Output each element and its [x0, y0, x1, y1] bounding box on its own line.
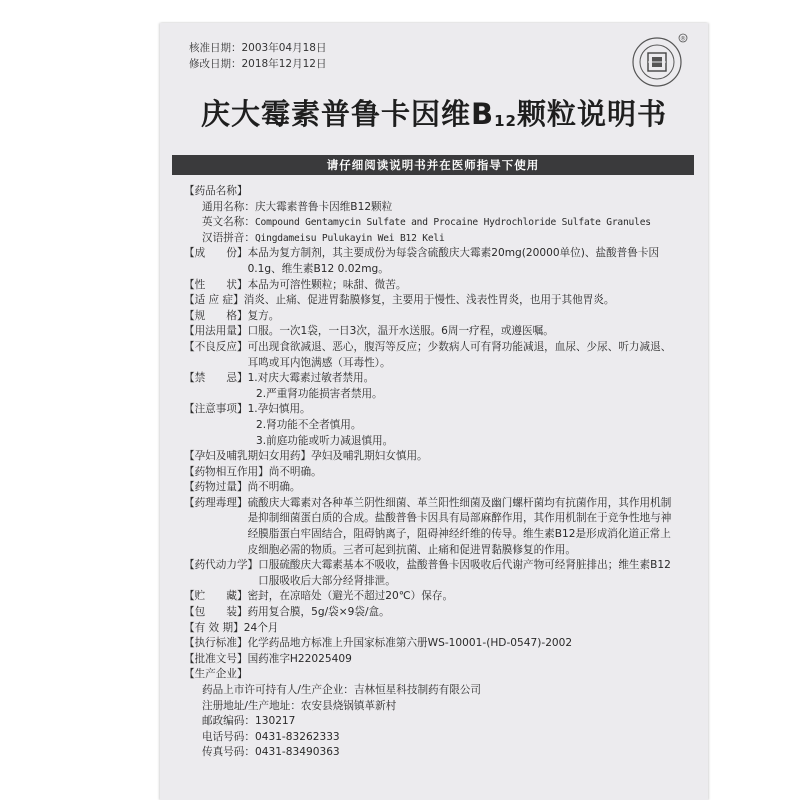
pharmacology-label: 【药理毒理】: [184, 496, 248, 509]
package-label: 【包 装】: [184, 606, 248, 619]
adverse-row: [184, 340, 680, 371]
properties-label: 【性 状】: [184, 278, 248, 291]
approval-date: 核准日期：2003年04月18日: [189, 42, 327, 54]
approval-number-label: 【批准文号】: [184, 652, 248, 665]
package-value: 药用复合膜，5g/袋×9袋/盒。: [247, 606, 390, 619]
fax-value: 0431-83490363: [254, 746, 340, 759]
contraindication-2: 2.严重肾功能损害者禁用。: [256, 387, 383, 400]
pregnancy-value: 孕妇及哺乳期妇女慎用。: [311, 450, 428, 463]
address-label: 注册地址/生产地址：: [202, 699, 301, 712]
phone-row: [184, 730, 680, 746]
pregnancy-label: 【孕妇及哺乳期妇女用药】: [184, 450, 312, 463]
usage-warning-banner: 请仔细阅读说明书并在医师指导下使用: [172, 155, 694, 175]
indications-row: [184, 293, 680, 309]
pharmacokinetics-value: 口服硫酸庆大霉素基本不吸收，盐酸普鲁卡因吸收后代谢产物可经肾脏排出；维生素B12口服吸收后大部分经肾排泄。: [258, 559, 671, 587]
adverse-value: 可出现食欲减退、恶心，腹泻等反应；少数病人可有肾功能减退，血尿、少尿、听力减退、耳鸣或耳内饱满感（耳毒性）。: [247, 340, 672, 369]
spec-value: 复方。: [247, 309, 280, 322]
document-title: [160, 92, 708, 133]
contraindications-row: [184, 371, 680, 387]
cautions-row: [184, 402, 680, 418]
properties-row: [184, 278, 680, 294]
validity-value: 24个月: [243, 621, 279, 634]
postcode-row: [184, 714, 680, 730]
interaction-value: 尚不明确。: [268, 465, 322, 478]
pharmacology-row: [184, 496, 680, 558]
composition-row: [184, 246, 680, 277]
validity-row: [184, 621, 680, 637]
package-row: [184, 605, 680, 621]
revision-date: 修改日期：2018年12月12日: [189, 58, 327, 70]
manufacturer-header: [184, 667, 680, 683]
composition-value: 本品为复方制剂，其主要成份为每袋含硫酸庆大霉素20mg(20000单位)、盐酸普鲁卡因0.1g、维生素B12 0.02mg。: [247, 247, 660, 275]
drug-name-label: 【药品名称】: [184, 185, 248, 197]
postcode-value: 130217: [254, 715, 296, 728]
indications-label: 【适 应 症】: [184, 294, 244, 307]
company-seal-logo: [631, 30, 691, 90]
drug-name-header: [184, 184, 680, 200]
instructions-content: [184, 184, 680, 761]
pinyin-label: 汉语拼音：: [202, 231, 255, 244]
pinyin-row: [184, 231, 680, 247]
english-name-value: Compound Gentamycin Sulfate and Procaine Hydrochloride Sulfate Granules: [254, 217, 651, 229]
generic-name-value: 庆大霉素普鲁卡因维B12颗粒: [254, 200, 393, 213]
pharmacokinetics-label: 【药代动力学】: [184, 559, 259, 572]
indications-value: 消炎、止痛、促进胃黏膜修复，主要用于慢性、浅表性胃炎，也用于其他胃炎。: [243, 294, 615, 307]
holder-row: [184, 683, 680, 699]
pregnancy-row: [184, 449, 680, 465]
spec-label: 【规 格】: [184, 309, 248, 322]
adverse-label: 【不良反应】: [184, 340, 248, 353]
holder-label: 药品上市许可持有人/生产企业：: [202, 684, 354, 696]
caution-2: 2.肾功能不全者慎用。: [256, 418, 362, 431]
storage-value: 密封，在凉暗处（避光不超过20℃）保存。: [247, 590, 454, 603]
caution-3: 3.前庭功能或听力减退慎用。: [256, 434, 394, 447]
spec-row: [184, 309, 680, 325]
title-suffix: 颗粒说明书: [516, 97, 667, 131]
fax-row: [184, 745, 680, 761]
manufacturer-label: 【生产企业】: [184, 668, 248, 681]
validity-label: 【有 效 期】: [184, 621, 244, 634]
usage-value: 口服。一次1袋，一日3次，温开水送服。6周一疗程，或遵医嘱。: [247, 325, 554, 338]
phone-label: 电话号码：: [202, 730, 255, 743]
interaction-row: [184, 465, 680, 481]
phone-value: 0431-83262333: [254, 730, 340, 743]
pharmacokinetics-row: [184, 558, 680, 589]
english-name-row: [184, 215, 680, 231]
generic-name-row: [184, 200, 680, 216]
contraindication-1: 1.对庆大霉素过敏者禁用。: [247, 372, 375, 385]
cautions-label: 【注意事项】: [184, 403, 248, 416]
postcode-label: 邮政编码：: [202, 715, 255, 728]
pinyin-value: Qingdameisu Pulukayin Wei B12 Keli: [254, 232, 445, 244]
generic-name-label: 通用名称：: [202, 200, 255, 213]
interaction-label: 【药物相互作用】: [184, 465, 269, 478]
composition-label: 【成 份】: [184, 247, 248, 260]
storage-row: [184, 589, 680, 605]
usage-label: 【用法用量】: [184, 325, 248, 338]
caution-1: 1.孕妇慎用。: [247, 403, 311, 416]
overdose-label: 【药物过量】: [184, 481, 248, 494]
holder-value: 吉林恒星科技制药有限公司: [353, 684, 482, 696]
leaflet-sheet: [160, 23, 708, 800]
properties-value: 本品为可溶性颗粒；味甜、微苦。: [247, 278, 407, 291]
approval-number-row: [184, 652, 680, 668]
registered-mark: ®: [680, 35, 686, 43]
standard-value: 化学药品地方标准上升国家标准第六册WS-10001-(HD-0547)-2002: [247, 637, 573, 650]
contraindications-label: 【禁 忌】: [184, 372, 248, 385]
usage-row: [184, 324, 680, 340]
address-row: [184, 699, 680, 715]
overdose-row: [184, 480, 680, 496]
pharmacology-value: 硫酸庆大霉素对各种革兰阴性细菌、革兰阳性细菌及幽门螺杆菌均有抗菌作用，其作用机制是抑制细菌蛋白质的合成。盐酸普鲁卡因具有局部麻醉作用，其作用机制在于竞争性地与神经膜脂蛋白牢固结合，阻碍钠离子，阻碍神经纤维的传导。维生素B12是形成消化道正常上皮细胞必需的物质。三者可起到抗菌、止痛和促进胃黏膜修复的作用。: [247, 496, 672, 556]
title-subscript: 12: [494, 112, 517, 130]
title-main: 庆大霉素普鲁卡因维B: [201, 97, 495, 131]
address-value: 农安县烧锅镇革新村: [300, 699, 397, 712]
standard-label: 【执行标准】: [184, 637, 248, 650]
date-block: [189, 40, 326, 72]
english-name-label: 英文名称：: [202, 216, 255, 229]
fax-label: 传真号码：: [202, 746, 255, 759]
approval-number-value: 国药准字H22025409: [247, 652, 352, 665]
storage-label: 【贮 藏】: [184, 590, 248, 603]
standard-row: [184, 636, 680, 652]
overdose-value: 尚不明确。: [247, 481, 301, 494]
